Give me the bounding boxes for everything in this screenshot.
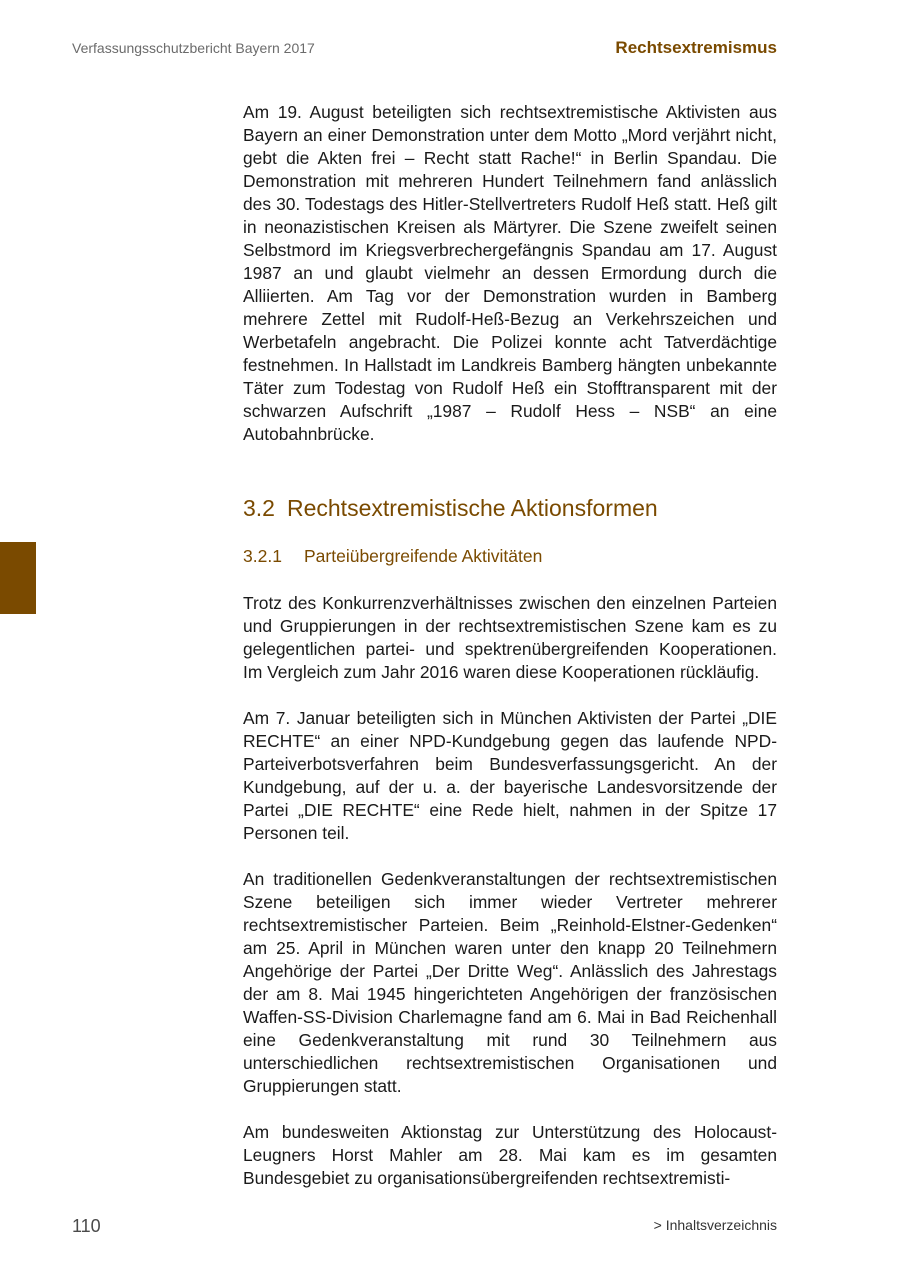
body-paragraph: An traditionellen Gedenkveranstaltungen der rechtsextremistischen Szene beteiligen sich immer wieder Vertreter mehrerer rechtsextremistischer Parteien. Beim „Reinhold-Elstner-Gedenken“ am 25. April in München waren unter den knapp 20 Teilnehmern Angehörige der Partei „Der Dritte Weg“. Anlässlich des Jahrestags der am 8. Mai 1945 hingerichteten Angehörigen der französischen Waffen-SS-Division Charlemagne fand am 6. Mai in Bad Reichenhall eine Gedenkveranstaltung mit rund 30 Teilnehmern aus unterschiedlichen rechtsextremistischen Organisationen und Gruppierungen statt. (243, 869, 777, 1096)
body-paragraph: Trotz des Konkurrenzverhältnisses zwischen den einzelnen Parteien und Gruppierungen in der rechtsextremistischen Szene kam es zu gelegentlichen partei- und spektrenübergreifenden Kooperationen. Im Vergleich zum Jahr 2016 waren diese Kooperationen rückläufig. (243, 593, 777, 682)
subsection-title: Parteiübergreifende Aktivitäten (304, 546, 543, 566)
body-paragraph: Am bundesweiten Aktionstag zur Unterstützung des Holocaust-Leugners Horst Mahler am 28. Mai kam es im gesamten Bundesgebiet zu organisationsübergreifenden rechtsextremisti- (243, 1122, 777, 1188)
section-title: Rechtsextremistische Aktionsformen (286, 495, 658, 521)
subsection-number: 3.2.1 (243, 546, 282, 566)
section-heading (243, 494, 777, 522)
body-paragraph: Am 7. Januar beteiligten sich in München Aktivisten der Partei „DIE RECHTE“ an einer NPD-Kundgebung gegen das laufende NPD-Parteiverbotsverfahren beim Bundesverfassungsgericht. An der Kundgebung, auf der u. a. der bayerische Landesvorsitzende der Partei „DIE RECHTE“ eine Rede hielt, nahmen in der Spitze 17 Personen teil. (243, 708, 777, 843)
section-number: 3.2 (243, 495, 275, 521)
page-number: 110 (72, 1216, 101, 1236)
main-text (243, 101, 777, 1190)
running-header-publication: Verfassungsschutzbericht Bayern 2017 (72, 40, 315, 56)
intro-paragraph: Am 19. August beteiligten sich rechtsextremistische Aktivisten aus Bayern an einer Demonstration unter dem Motto „Mord verjährt nicht, gebt die Akten frei – Recht statt Rache!“ in Berlin Spandau. Die Demonstration mit mehreren Hundert Teilnehmern fand anlässlich des 30. Todestags des Hitler-Stellvertreters Rudolf Heß statt. Heß gilt in neonazistischen Kreisen als Märtyrer. Die Szene zweifelt seinen Selbstmord im Kriegsverbrechergefängnis Spandau am 17. August 1987 an und glaubt vielmehr an dessen Ermordung durch die Alliierten. Am Tag vor der Demonstration wurden in Bamberg mehrere Zettel mit Rudolf-Heß-Bezug an Verkehrszeichen und Werbetafeln angebracht. Die Polizei konnte acht Tatverdächtige festnehmen. In Hallstadt im Landkreis Bamberg hängten unbekannte Täter zum Todestag von Rudolf Heß ein Stofftransparent mit der schwarzen Aufschrift „1987 – Rudolf Hess – NSB“ an eine Autobahnbrücke. (243, 102, 777, 444)
subsection-heading (243, 544, 777, 568)
running-header-chapter: Rechtsextremismus (615, 38, 777, 57)
chapter-side-tab (0, 542, 36, 614)
toc-link[interactable]: > Inhaltsverzeichnis (653, 1217, 777, 1233)
